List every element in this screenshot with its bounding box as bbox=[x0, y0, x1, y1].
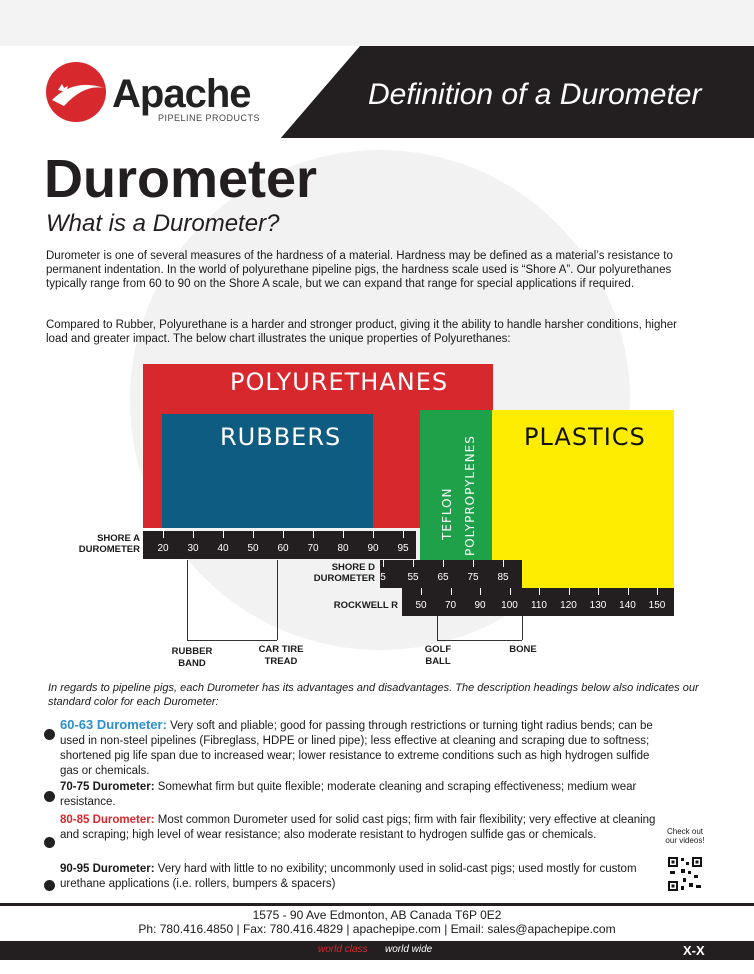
shore-d-label-line2: DUROMETER bbox=[313, 573, 375, 584]
bullet-icon bbox=[44, 880, 55, 891]
durometer-60-63 bbox=[60, 717, 660, 779]
footer-contact: Ph: 780.416.4850 | Fax: 780.416.4829 | apachepipe.com | Email: sales@apachepipe.com bbox=[138, 922, 616, 936]
example-rubber-band-line1: RUBBER bbox=[171, 646, 213, 657]
bullet-icon bbox=[44, 837, 55, 848]
comparison-paragraph: Compared to Rubber, Polyurethane is a harder and stronger product, giving it the ability to handle harsher conditions, higher load and greater impact. The below chart illustrates the unique properties of Polyurethanes: bbox=[46, 319, 677, 345]
rubber-band-connector bbox=[187, 560, 188, 640]
bullet-icon bbox=[44, 791, 55, 802]
example-car-tire bbox=[248, 644, 314, 668]
scale-tick bbox=[223, 531, 224, 538]
scale-value: 5 bbox=[380, 572, 386, 583]
scale-tick bbox=[598, 588, 599, 595]
teflon-block bbox=[420, 410, 492, 578]
scale-tick bbox=[283, 531, 284, 538]
scale-value: 75 bbox=[467, 572, 479, 583]
page-number: X-X bbox=[683, 943, 705, 958]
scale-value: 110 bbox=[531, 600, 547, 611]
scale-value: 65 bbox=[437, 572, 449, 583]
tagline-world-wide: world wide bbox=[385, 944, 433, 955]
shore-a-label bbox=[60, 533, 140, 555]
scale-value: 20 bbox=[157, 543, 169, 554]
scale-tick bbox=[503, 560, 504, 567]
scale-tick bbox=[480, 588, 481, 595]
scale-value: 50 bbox=[247, 543, 259, 554]
scale-tick bbox=[373, 531, 374, 538]
durometer-80-85-heading: 80-85 Durometer: bbox=[60, 814, 155, 826]
scale-tick bbox=[628, 588, 629, 595]
durometer-80-85-text: Most common Durometer used for solid cast pigs; firm with fair flexibility; very effective at cleaning and scraping; high level of wear resistance; also moderate resistant to hydrogen sulfide gas or chemicals. bbox=[60, 814, 656, 841]
scale-tick bbox=[421, 588, 422, 595]
brand-tagline: PIPELINE PRODUCTS bbox=[158, 113, 261, 123]
example-car-tire-line2: TREAD bbox=[264, 656, 298, 667]
example-bone bbox=[500, 644, 546, 656]
scale-value: 40 bbox=[217, 543, 229, 554]
golf-connector-h bbox=[437, 640, 522, 641]
top-margin bbox=[0, 0, 754, 46]
scale-value: 95 bbox=[397, 543, 409, 554]
scale-tick bbox=[657, 588, 658, 595]
scale-value: 90 bbox=[474, 600, 486, 611]
scale-tick bbox=[510, 588, 511, 595]
scale-value: 90 bbox=[367, 543, 379, 554]
tire-connector-h bbox=[187, 640, 277, 641]
scale-tick bbox=[413, 560, 414, 567]
page-title: Durometer bbox=[44, 149, 318, 209]
scale-tick bbox=[383, 560, 384, 567]
durometer-90-95-text: Very hard with little to no exibility; uncommonly used in solid-cast pigs; used mostly for custom urethane applications (i.e. rollers, bumpers & spacers) bbox=[60, 863, 637, 890]
scale-value: 100 bbox=[501, 600, 518, 611]
example-bone-line1: BONE bbox=[509, 644, 537, 655]
intro-paragraph: Durometer is one of several measures of the hardness of a material. Hardness may be defined as a material’s resistance to permanent indentation. In the world of polyurethane pipeline pigs, the hardness scale used is “Shore A”. Our polyurethanes typically range from 60 to 90 on the Shore A scale, but we can expand that range for special applications if required. bbox=[46, 250, 673, 290]
shore-d-label bbox=[295, 562, 375, 584]
shore-d-label-line1: SHORE D bbox=[331, 562, 375, 573]
scale-value: 60 bbox=[277, 543, 289, 554]
durometer-70-75-text: Somewhat firm but quite flexible; moderate cleaning and scraping effectiveness; medium wear resistance. bbox=[60, 781, 637, 808]
shore-a-label-line1: SHORE A bbox=[97, 533, 140, 544]
qr-code-icon[interactable] bbox=[667, 856, 703, 892]
polyurethanes-label: POLYURETHANES bbox=[230, 368, 449, 396]
footer-divider bbox=[0, 903, 754, 906]
bullet-icon bbox=[44, 729, 55, 740]
rockwell-r-label: ROCKWELL R bbox=[333, 600, 398, 611]
rubbers-label: RUBBERS bbox=[220, 423, 342, 451]
scale-tick bbox=[443, 560, 444, 567]
shore-d-scale bbox=[380, 560, 522, 588]
durometer-60-63-heading: 60-63 Durometer: bbox=[60, 717, 167, 732]
scale-value: 80 bbox=[337, 543, 349, 554]
scale-tick bbox=[403, 531, 404, 538]
plastics-label: PLASTICS bbox=[524, 423, 646, 451]
example-golf-ball-line1: GOLF bbox=[424, 644, 452, 655]
polypropylenes-label: POLYPROPYLENES bbox=[463, 435, 477, 556]
durometer-70-75-heading: 70-75 Durometer: bbox=[60, 781, 155, 793]
durometer-80-85 bbox=[60, 813, 660, 843]
scale-value: 120 bbox=[560, 600, 577, 611]
durometer-90-95 bbox=[60, 862, 660, 892]
header-title: Definition of a Durometer bbox=[368, 78, 702, 111]
qr-caption: Check out our videos! bbox=[665, 827, 705, 845]
scale-value: 150 bbox=[648, 600, 666, 611]
apache-logo-icon bbox=[44, 60, 108, 124]
scale-value: 70 bbox=[444, 600, 457, 611]
scale-value: 50 bbox=[415, 600, 427, 611]
scale-value: 85 bbox=[497, 572, 509, 583]
example-golf-ball bbox=[415, 644, 461, 668]
example-rubber-band bbox=[162, 646, 222, 670]
brand-name: Apache bbox=[112, 72, 251, 116]
rockwell-r-scale bbox=[402, 588, 674, 616]
footer-bar bbox=[0, 941, 754, 960]
scale-tick bbox=[451, 588, 452, 595]
scale-value: 130 bbox=[589, 600, 607, 611]
durometer-intro: In regards to pipeline pigs, each Durometer has its advantages and disadvantages. The description headings below also indicates our standard color for each Durometer: bbox=[48, 682, 699, 708]
tagline-world-class: world class bbox=[318, 944, 368, 955]
durometer-90-95-heading: 90-95 Durometer: bbox=[60, 863, 155, 875]
golf-connector-v bbox=[437, 616, 438, 640]
scale-value: 140 bbox=[619, 600, 636, 611]
scale-tick bbox=[569, 588, 570, 595]
scale-value: 30 bbox=[187, 543, 199, 554]
example-car-tire-line1: CAR TIRE bbox=[258, 644, 304, 655]
bone-connector-v bbox=[522, 616, 523, 640]
durometer-70-75 bbox=[60, 780, 660, 810]
page-subtitle: What is a Durometer? bbox=[46, 210, 280, 237]
scale-tick bbox=[253, 531, 254, 538]
teflon-label: TEFLON bbox=[440, 487, 454, 540]
scale-tick bbox=[313, 531, 314, 538]
footer-address: 1575 - 90 Ave Edmonton, AB Canada T6P 0E2 bbox=[252, 908, 502, 922]
scale-tick bbox=[343, 531, 344, 538]
example-rubber-band-line2: BAND bbox=[178, 658, 206, 669]
tire-connector-v bbox=[277, 560, 278, 640]
example-golf-ball-line2: BALL bbox=[425, 656, 451, 667]
scale-value: 55 bbox=[407, 572, 419, 583]
scale-tick bbox=[473, 560, 474, 567]
shore-a-label-line2: DUROMETER bbox=[78, 544, 140, 555]
durometer-60-63-text: Very soft and pliable; good for passing through restrictions or turning tight radius bends; can be used in non-steel pipelines (Fibreglass, HDPE or lined pipe); less effective at cleaning and scraping due to softness; shortened pig life span due to increased wear; lower resistance to extreme conditions such as high hydrogen sulfide gas or chemicals. bbox=[60, 720, 653, 777]
shore-a-scale bbox=[143, 531, 416, 559]
scale-tick bbox=[539, 588, 540, 595]
scale-tick bbox=[193, 531, 194, 538]
scale-tick bbox=[163, 531, 164, 538]
scale-value: 70 bbox=[307, 543, 319, 554]
